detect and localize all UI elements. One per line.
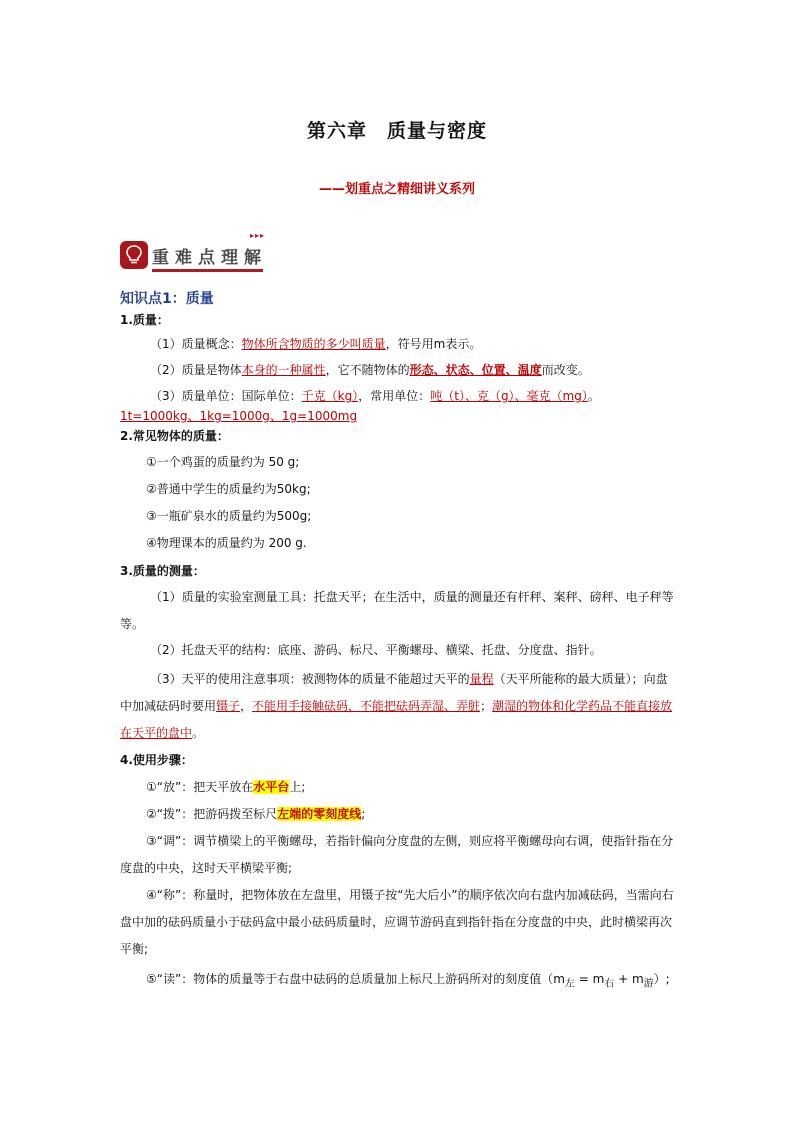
s2-item: ①一个鸡蛋的质量约为 50 g; — [146, 455, 300, 469]
badge-label: 重难点理解 ▸▸▸ — [152, 230, 267, 268]
s4-step-4: ④“称”：称量时，把物体放在左盘里，用镊子按“先大后小”的顺序依次向右盘内加减砝码，当需向右盘中加的砝码质量小于砝码盒中最小砝码质量时，应调节游码直到指针指在分度盘的中央，此时横梁再次平衡; — [120, 888, 674, 956]
s3-p3: （3）天平的使用注意事项：被测物体的质量不能超过天平的量程（天平所能称的最大质量）；向盘中加减砝码时要用镊子，不能用手接触砝码，不能把砝码弄湿、弄脏；潮湿的物体和化学药品不能直接放在天平的盘中。 — [120, 672, 673, 740]
section-badge — [120, 230, 267, 272]
section-2-heading: 2.常见物体的质量： — [120, 429, 229, 443]
s2-item: ③一瓶矿泉水的质量约为500g; — [146, 509, 312, 523]
knowledge-point-heading: 知识点1：质量 — [120, 291, 214, 307]
s1-p1: （1）质量概念：物体所含物质的多少叫质量，符号用m表示。 — [150, 337, 482, 351]
arrows-icon: ▸▸▸ — [249, 230, 265, 240]
s1-p3: （3）质量单位：国际单位：千克（kg），常用单位：吨（t）、克（g）、毫克（mg）。 — [150, 389, 600, 403]
s4-step-3: ③“调”：调节横梁上的平衡螺母，若指针偏向分度盘的左侧，则应将平衡螺母向右调，使指针指在分度盘的中央，这时天平横梁平衡; — [120, 834, 674, 875]
s1-p2: （2）质量是物体本身的一种属性，它不随物体的形态、状态、位置、温度而改变。 — [150, 363, 590, 377]
lightbulb-icon — [120, 241, 148, 269]
chapter-title: 第六章 质量与密度 — [306, 120, 487, 142]
section-1-heading: 1.质量： — [120, 313, 169, 327]
section-4-heading: 4.使用步骤： — [120, 753, 193, 767]
s1-unit-conversion: 1t=1000kg、1kg=1000g、1g=1000mg — [120, 409, 358, 423]
series-subtitle: ——划重点之精细讲义系列 — [318, 182, 475, 197]
section-3-heading: 3.质量的测量： — [120, 564, 205, 578]
s4-step-2: ②“拨”：把游码拨至标尺左端的零刻度线; — [146, 807, 366, 821]
s4-step-5: ⑤“读”：物体的质量等于右盘中砝码的总质量加上标尺上游码所对的刻度值$(m_左 = m_右 + m_游)$; — [146, 972, 670, 990]
s3-p1: （1）质量的实验室测量工具：托盘天平；在生活中，质量的测量还有杆秤、案秤、磅秤、电子秤等等。 — [120, 590, 674, 631]
s2-item: ②普通中学生的质量约为50kg; — [146, 482, 311, 496]
s2-item: ④物理课本的质量约为 200 g. — [146, 536, 307, 550]
s4-step-1: ①“放”：把天平放在水平台上; — [146, 780, 306, 794]
s3-p2: （2）托盘天平的结构：底座、游码、标尺、平衡螺母、横梁、托盘、分度盘、指针。 — [150, 643, 602, 657]
